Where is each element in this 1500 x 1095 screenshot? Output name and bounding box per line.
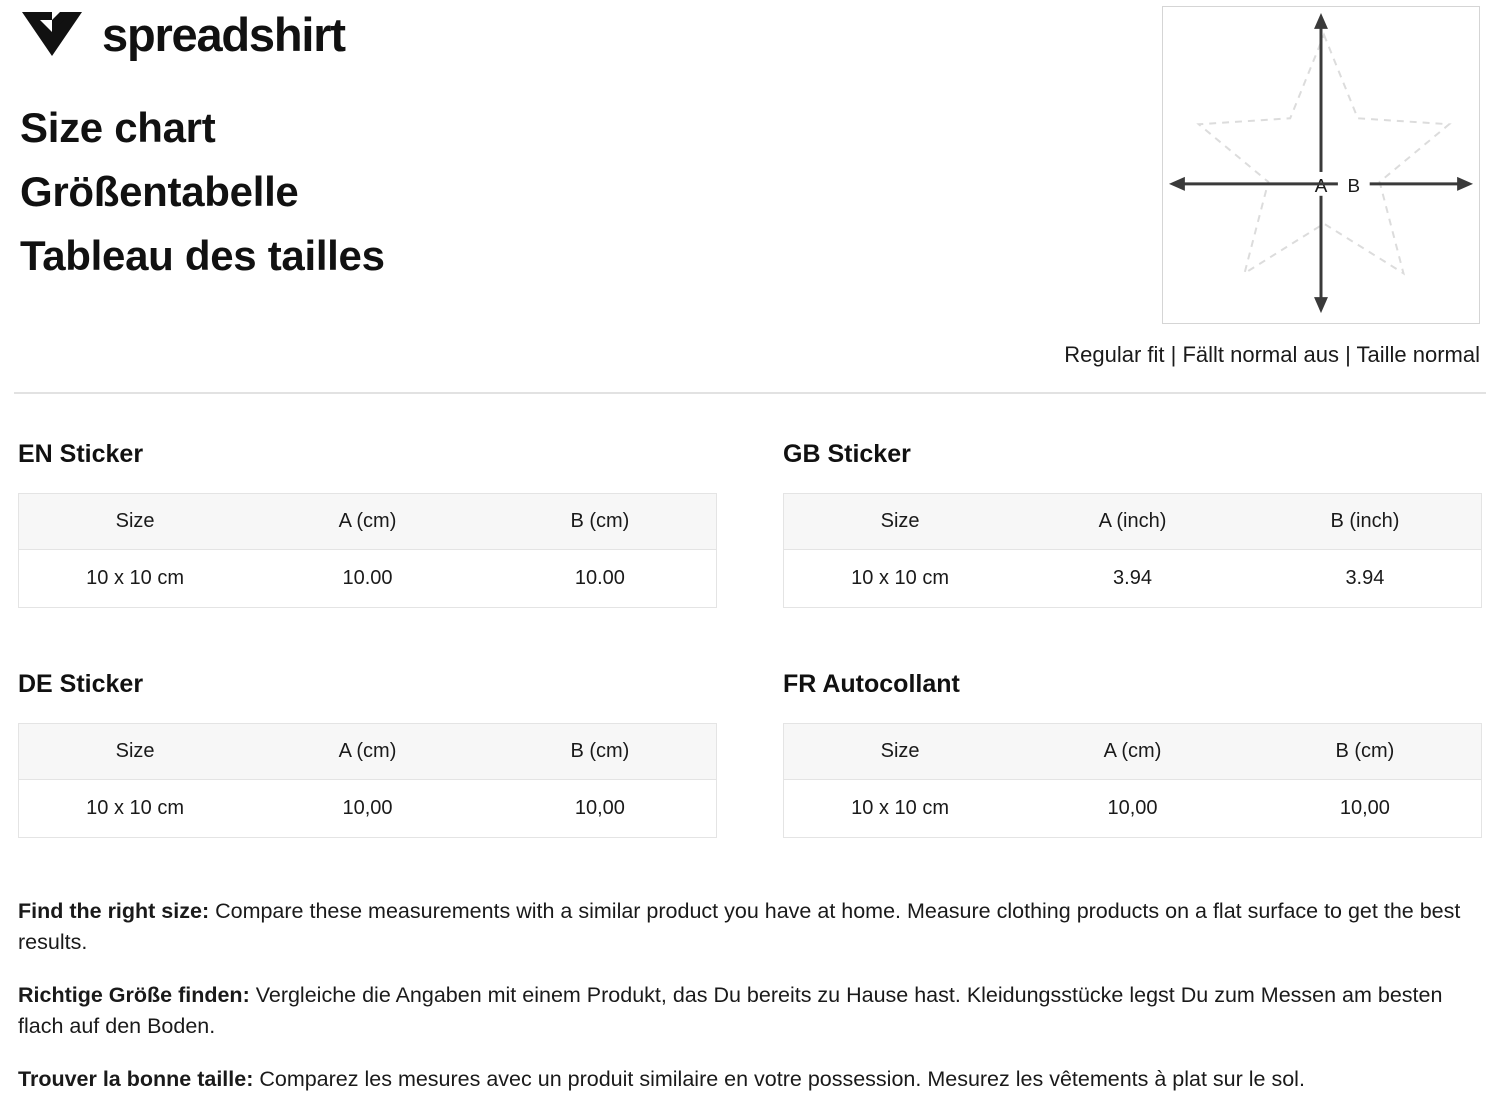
- column-header-size: Size: [19, 494, 252, 550]
- cell-b: 3.94: [1249, 550, 1482, 608]
- column-header-a: A (cm): [251, 494, 484, 550]
- notes-section: [14, 896, 1486, 1095]
- cell-b: 10,00: [1249, 780, 1482, 838]
- table-row: [19, 550, 717, 608]
- column-header-b: B (cm): [1249, 724, 1482, 780]
- size-table: [18, 723, 717, 838]
- column-header-size: Size: [784, 724, 1017, 780]
- cell-size: 10 x 10 cm: [784, 780, 1017, 838]
- header-divider: [14, 392, 1486, 394]
- size-table: [783, 493, 1482, 608]
- note-text-en: Compare these measurements with a similar product you have at home. Measure clothing products on a flat surface to get the best results.: [18, 899, 1461, 955]
- cell-a: 10,00: [251, 780, 484, 838]
- table-title: FR Autocollant: [783, 670, 960, 698]
- cell-size: 10 x 10 cm: [19, 780, 252, 838]
- note-text-de: Vergleiche die Angaben mit einem Produkt, das Du bereits zu Hause hast. Kleidungsstücke legst Du zum Messen am besten flach auf den Boden.: [18, 982, 1443, 1039]
- cell-a: 3.94: [1016, 550, 1249, 608]
- table-block-gb: [783, 440, 1482, 608]
- note-text-fr: Comparez les mesures avec un produit similaire en votre possession. Mesurez les vêtements à plat sur le sol.: [253, 1066, 1305, 1091]
- cell-b: 10,00: [484, 780, 717, 838]
- note-fr: [18, 1064, 1482, 1095]
- cell-b: 10.00: [484, 550, 717, 608]
- table-title: GB Sticker: [783, 440, 911, 468]
- cell-size: 10 x 10 cm: [19, 550, 252, 608]
- column-header-size: Size: [784, 494, 1017, 550]
- brand: [20, 6, 385, 62]
- note-lead-fr: Trouver la bonne taille:: [18, 1066, 254, 1091]
- tables-spacer: [783, 608, 1482, 670]
- cell-a: 10.00: [251, 550, 484, 608]
- page-header: [14, 0, 1486, 368]
- table-header-row: [784, 724, 1482, 780]
- cell-size: 10 x 10 cm: [784, 550, 1017, 608]
- page-title-fr: Tableau des tailles: [20, 231, 385, 279]
- column-header-b: B (cm): [484, 724, 717, 780]
- tables-spacer: [18, 608, 717, 670]
- header-right: [1064, 6, 1486, 368]
- cell-a: 10,00: [1016, 780, 1249, 838]
- page-title: [20, 96, 385, 287]
- table-block-fr: [783, 670, 1482, 838]
- column-header-a: A (cm): [1016, 724, 1249, 780]
- svg-text:A: A: [1314, 175, 1328, 197]
- table-header-row: [19, 724, 717, 780]
- table-block-de: [18, 670, 717, 838]
- measurement-diagram: [1162, 6, 1480, 324]
- note-lead-de: Richtige Größe finden:: [18, 982, 250, 1007]
- page-title-de: Größentabelle: [20, 167, 299, 215]
- note-de: [18, 980, 1482, 1042]
- table-header-row: [784, 494, 1482, 550]
- table-title: DE Sticker: [18, 670, 144, 698]
- table-row: [784, 780, 1482, 838]
- size-tables: [14, 440, 1486, 838]
- column-header-size: Size: [19, 724, 252, 780]
- table-title: EN Sticker: [18, 440, 144, 468]
- size-table: [783, 723, 1482, 838]
- table-row: [19, 780, 717, 838]
- size-table: [18, 493, 717, 608]
- fit-caption: Regular fit | Fällt normal aus | Taille normal: [1064, 342, 1480, 367]
- column-header-b: B (inch): [1249, 494, 1482, 550]
- table-row: [784, 550, 1482, 608]
- table-block-en: [18, 440, 717, 608]
- svg-text:B: B: [1347, 175, 1361, 197]
- column-header-b: B (cm): [484, 494, 717, 550]
- page-title-en: Size chart: [20, 104, 216, 151]
- note-lead-en: Find the right size:: [18, 899, 210, 923]
- column-header-a: A (inch): [1016, 494, 1249, 550]
- header-left: [14, 6, 385, 287]
- spreadshirt-heart-logo-icon: [20, 6, 84, 62]
- column-header-a: A (cm): [251, 724, 484, 780]
- table-header-row: [19, 494, 717, 550]
- note-en: [18, 896, 1482, 958]
- brand-name: spreadshirt: [102, 7, 345, 61]
